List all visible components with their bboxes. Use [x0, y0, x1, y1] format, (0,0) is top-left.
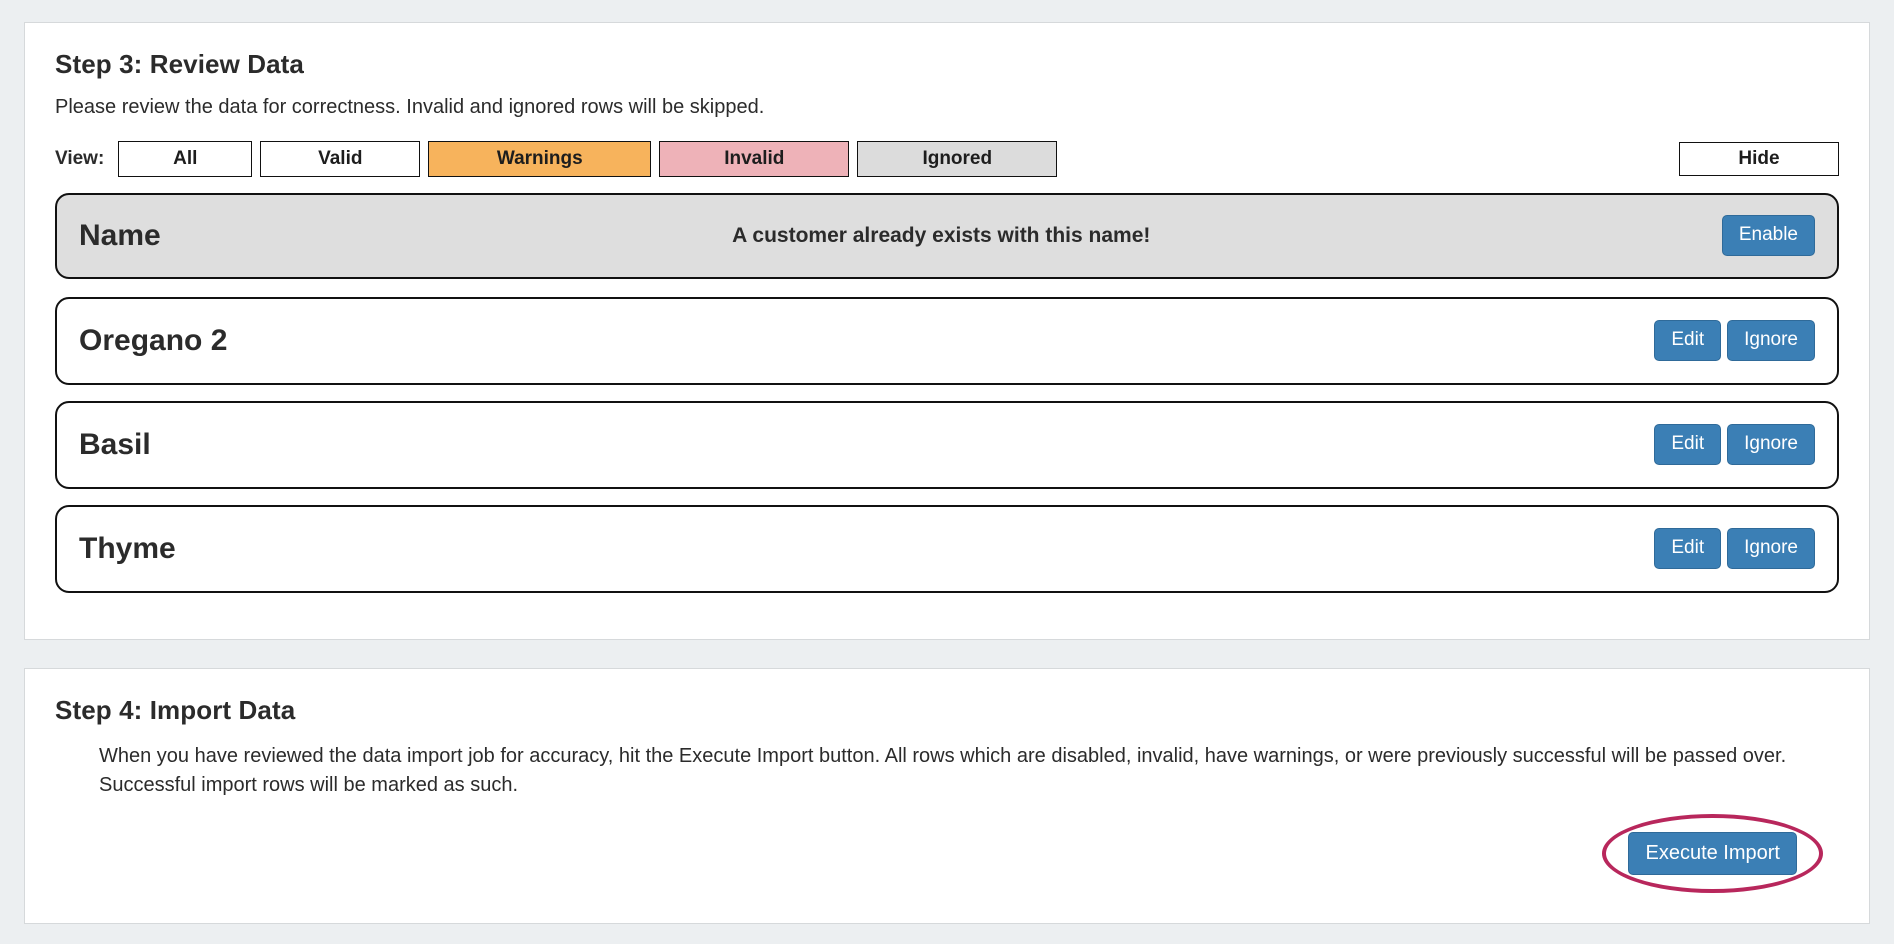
filter-button-ignored[interactable]: Ignored	[857, 141, 1057, 177]
step4-panel	[24, 668, 1870, 924]
table-row-header	[55, 193, 1839, 279]
step4-body	[55, 742, 1839, 893]
row-warning-message: A customer already exists with this name!	[732, 223, 1151, 247]
highlight-ellipse	[1602, 814, 1823, 893]
step4-description: When you have reviewed the data import job for accuracy, hit the Execute Import button. All rows which are disabled, invalid, have warnings, or were previously successful will be passed over. Successful import rows will be marked as such.	[99, 744, 1787, 796]
table-row	[55, 505, 1839, 593]
view-filter-bar	[55, 141, 1839, 177]
row-actions	[1654, 424, 1815, 465]
row-actions	[1654, 320, 1815, 361]
row-actions	[1654, 528, 1815, 569]
step3-title: Step 3: Review Data	[55, 49, 304, 79]
edit-button[interactable]: Edit	[1654, 320, 1721, 361]
ignore-button[interactable]: Ignore	[1727, 528, 1815, 569]
filter-button-all[interactable]: All	[118, 141, 252, 177]
row-name: Thyme	[79, 531, 176, 565]
table-row	[55, 297, 1839, 385]
filter-button-invalid[interactable]: Invalid	[659, 141, 849, 177]
step4-title: Step 4: Import Data	[55, 694, 296, 725]
ignore-button[interactable]: Ignore	[1727, 320, 1815, 361]
step3-panel	[24, 22, 1870, 640]
row-name: Oregano 2	[79, 323, 228, 357]
row-name: Name	[79, 218, 161, 252]
execute-import-button[interactable]: Execute Import	[1628, 832, 1797, 875]
step3-description: Please review the data for correctness. Invalid and ignored rows will be skipped.	[55, 96, 765, 118]
view-filter-label: View:	[55, 147, 105, 169]
hide-button[interactable]: Hide	[1679, 142, 1839, 176]
ignore-button[interactable]: Ignore	[1727, 424, 1815, 465]
row-name: Basil	[79, 427, 151, 461]
filter-button-warnings[interactable]: Warnings	[428, 141, 651, 177]
edit-button[interactable]: Edit	[1654, 424, 1721, 465]
table-row	[55, 401, 1839, 489]
edit-button[interactable]: Edit	[1654, 528, 1721, 569]
enable-button[interactable]: Enable	[1722, 215, 1815, 256]
execute-import-area	[99, 814, 1839, 893]
filter-button-valid[interactable]: Valid	[260, 141, 420, 177]
row-actions	[1722, 215, 1815, 256]
